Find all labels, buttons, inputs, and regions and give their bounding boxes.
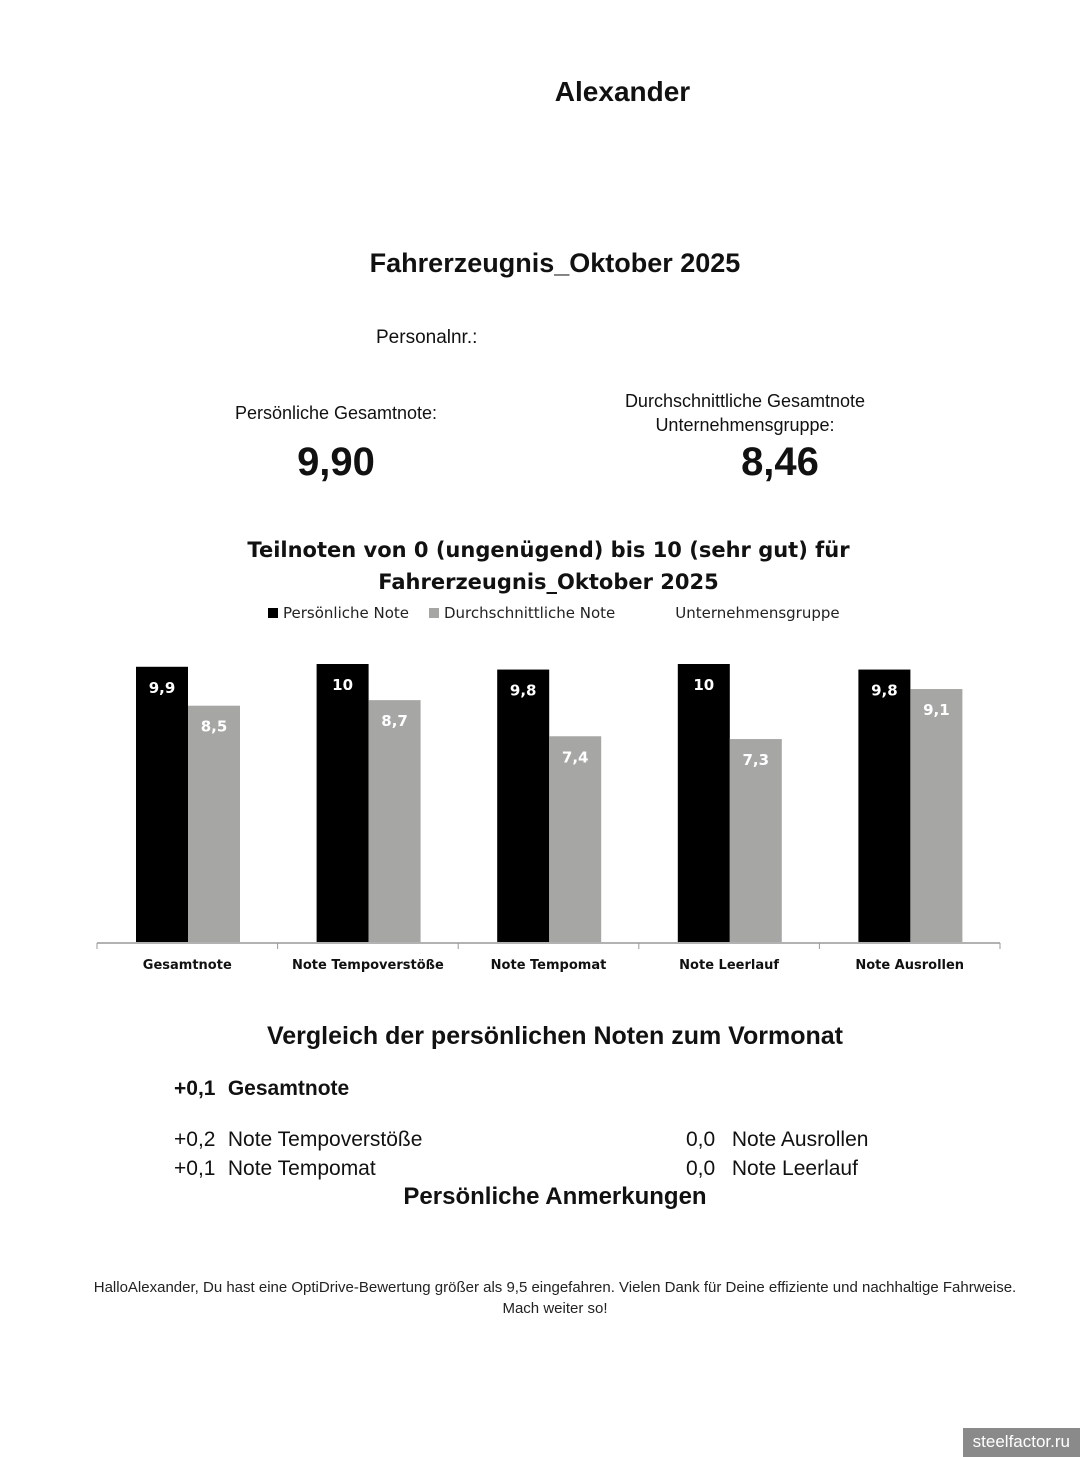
bar-label-personal: 9,8 <box>871 681 898 700</box>
bar-label-personal: 10 <box>693 676 715 694</box>
comparison-title: Vergleich der persönlichen Noten zum Vormonat <box>266 1022 844 1050</box>
comparison-total-value: +0,1 <box>174 1077 216 1100</box>
x-tick-label: Note Tempoverstöße <box>291 958 444 973</box>
x-tick-label: Note Ausrollen <box>855 958 965 973</box>
bar-personal <box>136 667 188 942</box>
bar-average <box>369 700 421 942</box>
average-score-value: 8,46 <box>741 440 819 484</box>
legend-label-average-suffix: Unternehmensgruppe <box>675 604 840 622</box>
legend-swatch-personal <box>268 608 278 618</box>
legend-swatch-average <box>429 608 439 618</box>
bar-average <box>188 706 240 942</box>
remarks-text: HalloAlexander, Du hast eine OptiDrive-Bewertung größer als 9,5 eingefahren. Vielen Dank für Deine effiziente und nachhaltige Fahrweise. Mach weiter so! <box>93 1279 1017 1317</box>
bar-personal <box>317 664 369 942</box>
document-title: Fahrerzeugnis_Oktober 2025 <box>369 248 741 278</box>
bar-label-average: 9,1 <box>923 701 950 720</box>
comparison-item <box>174 1157 376 1181</box>
bar-personal <box>497 670 549 942</box>
bar-average <box>730 739 782 942</box>
comparison-item-value: 0,0 <box>686 1157 716 1180</box>
legend-item-average <box>429 604 840 622</box>
x-tick-label: Gesamtnote <box>142 958 232 973</box>
bar-chart <box>0 640 1080 990</box>
comparison-item-label: Note Tempomat <box>227 1157 376 1180</box>
comparison-total <box>174 1077 349 1101</box>
bar-label-personal: 9,9 <box>148 678 176 697</box>
chart-title-line2: Fahrerzeugnis_Oktober 2025 <box>378 570 719 594</box>
comparison-item <box>174 1128 422 1152</box>
x-tick-label: Note Leerlauf <box>679 958 780 973</box>
bar-average <box>549 736 601 942</box>
bar-label-average: 7,3 <box>742 751 770 770</box>
comparison-item-value: +0,2 <box>174 1128 216 1151</box>
comparison-item <box>686 1128 868 1152</box>
legend-label-personal: Persönliche Note <box>283 604 409 622</box>
chart-title-line1: Teilnoten von 0 (ungenügend) bis 10 (sehr gut) für <box>247 538 850 562</box>
personal-score-label: Persönliche Gesamtnote: <box>234 403 438 423</box>
comparison-total-label: Gesamtnote <box>227 1077 350 1100</box>
personal-number-label: Personalnr.: <box>376 327 478 348</box>
bar-personal <box>858 670 910 942</box>
comparison-item <box>686 1157 858 1181</box>
bar-average <box>910 689 962 942</box>
bar-label-personal: 10 <box>332 676 354 694</box>
bar-personal <box>678 664 730 942</box>
chart-title <box>0 534 1080 598</box>
watermark: steelfactor.ru <box>963 1428 1080 1457</box>
bar-label-personal: 9,8 <box>509 681 537 700</box>
driver-name: Alexander <box>554 76 691 107</box>
chart-legend <box>268 604 854 622</box>
average-score-label <box>590 389 900 437</box>
remarks-title: Persönliche Anmerkungen <box>403 1183 707 1210</box>
personal-score-value: 9,90 <box>297 440 375 484</box>
legend-item-personal <box>268 604 409 622</box>
legend-label-average: Durchschnittliche Note <box>444 604 616 622</box>
bar-label-average: 7,4 <box>561 748 589 767</box>
comparison-item-value: 0,0 <box>686 1128 716 1151</box>
comparison-item-value: +0,1 <box>174 1157 216 1180</box>
x-tick-label: Note Tempomat <box>490 958 607 973</box>
comparison-item-label: Note Leerlauf <box>731 1157 858 1180</box>
comparison-item-label: Note Ausrollen <box>731 1128 869 1151</box>
bar-label-average: 8,7 <box>381 712 408 731</box>
average-score-label-line1: Durchschnittliche Gesamtnote <box>624 391 866 411</box>
comparison-item-label: Note Tempoverstöße <box>227 1128 423 1151</box>
bar-label-average: 8,5 <box>200 717 228 736</box>
average-score-label-line2: Unternehmensgruppe: <box>655 415 835 435</box>
